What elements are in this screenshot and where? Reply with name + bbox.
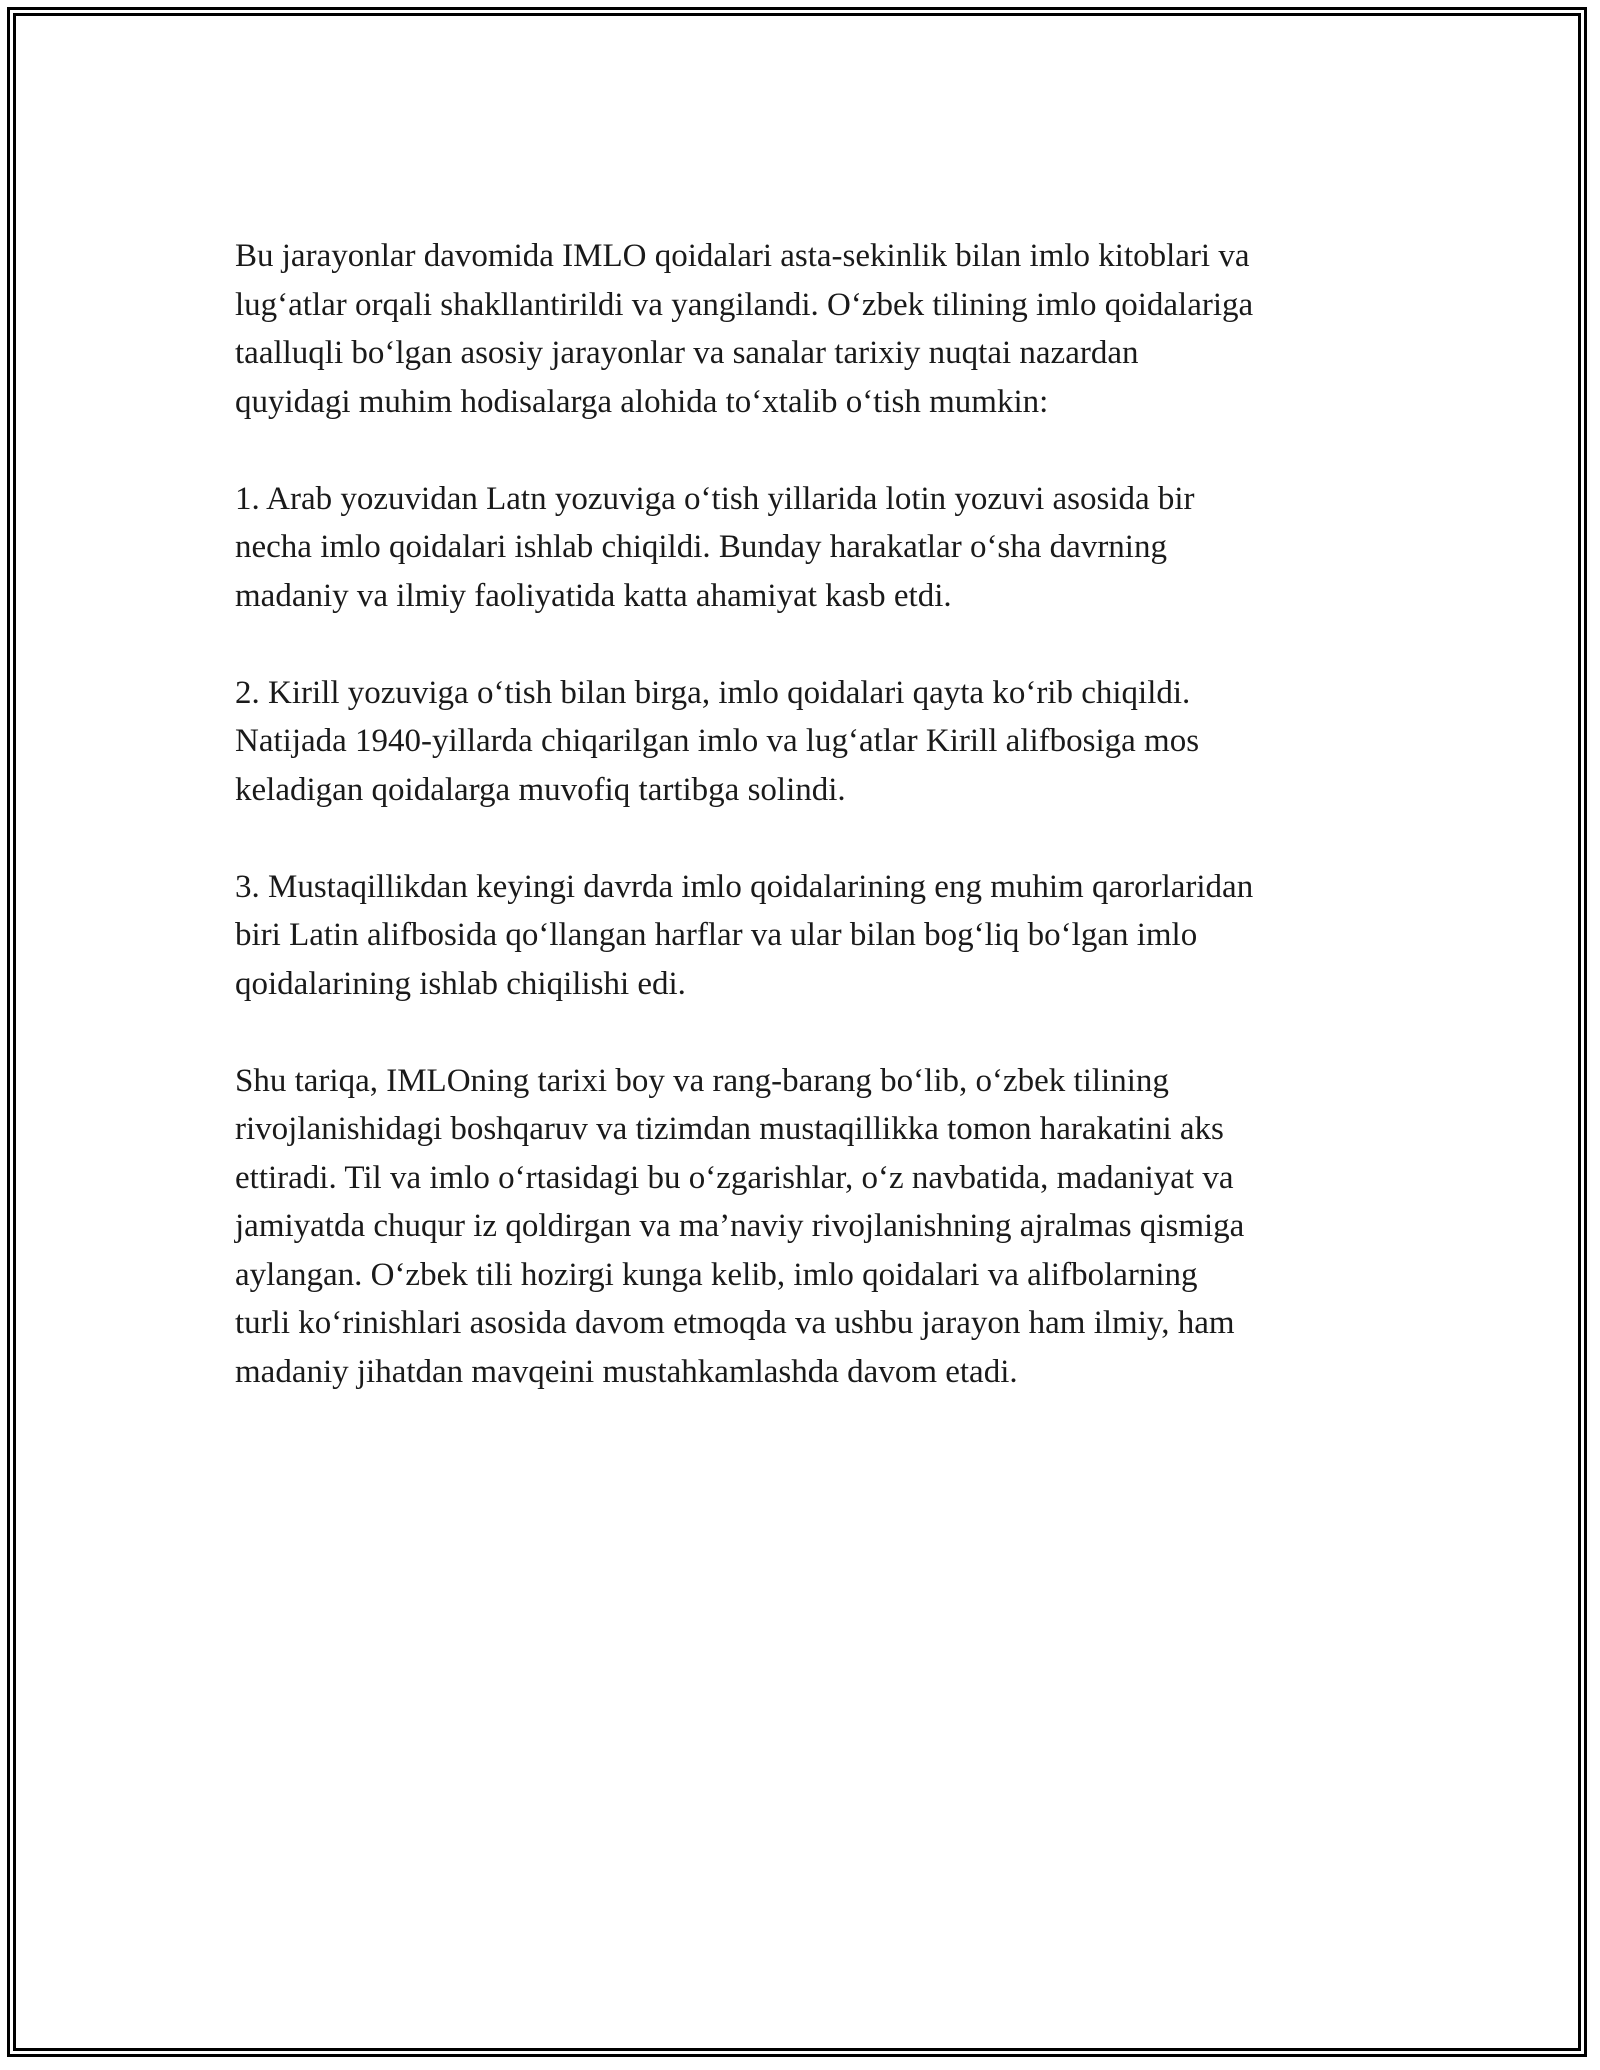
text-line: taalluqli bo‘lgan asosiy jarayonlar va sanalar tarixiy nuqtai nazardan bbox=[235, 335, 1139, 371]
text-line: quyidagi muhim hodisalarga alohida to‘xtalib o‘tish mumkin: bbox=[235, 383, 1049, 420]
text-line: 2. Kirill yozuviga o‘tish bilan birga, imlo qoidalari qayta ko‘rib chiqildi. bbox=[235, 674, 1191, 711]
text-line: lug‘atlar orqali shakllantirildi va yangilandi. O‘zbek tilining imlo qoidalariga bbox=[235, 286, 1254, 323]
text-line: 1. Arab yozuvidan Latn yozuviga o‘tish yillarida lotin yozuvi asosida bir bbox=[235, 480, 1195, 517]
text-line: rivojlanishidagi boshqaruv va tizimdan mustaqillikka tomon harakatini aks bbox=[235, 1111, 1224, 1147]
paragraph-item-2 bbox=[235, 669, 1375, 815]
text-line: jamiyatda chuqur iz qoldirgan va ma’naviy rivojlanishning ajralmas qismiga bbox=[235, 1208, 1245, 1244]
text-line: Natijada 1940-yillarda chiqarilgan imlo va lug‘atlar Kirill alifbosiga mos bbox=[235, 723, 1200, 759]
text-line: ettiradi. Til va imlo o‘rtasidagi bu o‘zgarishlar, o‘z navbatida, madaniyat va bbox=[235, 1159, 1234, 1196]
text-line: aylangan. O‘zbek tili hozirgi kunga kelib, imlo qoidalari va alifbolarning bbox=[235, 1256, 1198, 1293]
document-body bbox=[235, 232, 1375, 1445]
text-line: turli ko‘rinishlari asosida davom etmoqda va ushbu jarayon ham ilmiy, ham bbox=[235, 1305, 1235, 1341]
paragraph-intro bbox=[235, 232, 1375, 426]
text-line: necha imlo qoidalari ishlab chiqildi. Bunday harakatlar o‘sha davrning bbox=[235, 529, 1167, 565]
text-line: Shu tariqa, IMLOning tarixi boy va rang-barang bo‘lib, o‘zbek tilining bbox=[235, 1062, 1169, 1099]
text-line: keladigan qoidalarga muvofiq tartibga solindi. bbox=[235, 771, 846, 808]
paragraph-conclusion bbox=[235, 1057, 1375, 1397]
text-line: madaniy va ilmiy faoliyatida katta ahamiyat kasb etdi. bbox=[235, 577, 952, 614]
text-line: qoidalarining ishlab chiqilishi edi. bbox=[235, 965, 686, 1002]
text-line: 3. Mustaqillikdan keyingi davrda imlo qoidalarining eng muhim qarorlaridan bbox=[235, 868, 1254, 905]
text-line: biri Latin alifbosida qo‘llangan harflar va ular bilan bog‘liq bo‘lgan imlo bbox=[235, 917, 1198, 953]
text-line: Bu jarayonlar davomida IMLO qoidalari asta-sekinlik bilan imlo kitoblari va bbox=[235, 238, 1250, 274]
text-line: madaniy jihatdan mavqeini mustahkamlashda davom etadi. bbox=[235, 1353, 1018, 1390]
paragraph-item-1 bbox=[235, 475, 1375, 621]
paragraph-item-3 bbox=[235, 863, 1375, 1009]
